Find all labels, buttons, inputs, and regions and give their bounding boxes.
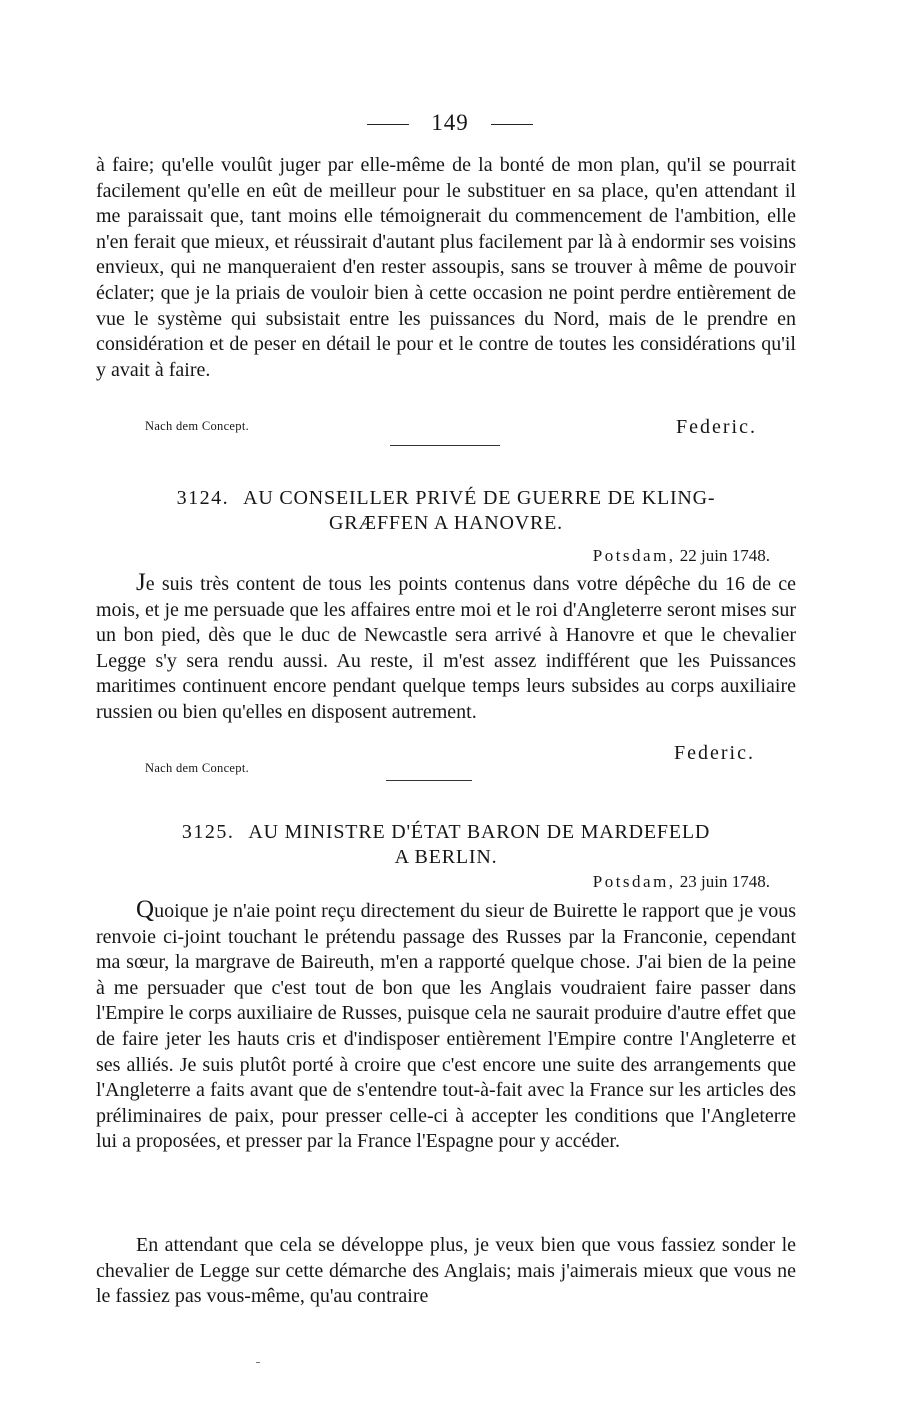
dateline-3125 [593, 872, 770, 892]
heading-line-1 [96, 820, 796, 845]
dateline-3124 [593, 546, 770, 566]
letter-paragraph [96, 897, 796, 1155]
source-note: Nach dem Concept. [145, 419, 250, 433]
header-dash-left [367, 124, 409, 125]
letter-paragraph: En attendant que cela se développe plus, je veux bien que vous fassiez sonder le chevalier de Legge sur cette démarche des Anglais; mais j'aimerais mieux que vous ne le fassiez pas vous-même, qu'au contraire [96, 1234, 796, 1308]
letter-body-3125-continued [96, 1233, 796, 1310]
letter-heading-3124 [96, 486, 796, 536]
continued-paragraph: à faire; qu'elle voulût juger par elle-même de la bonté de mon plan, qu'il se pourrait facilement qu'elle en eût de meilleur pour le substituer en sa place, qu'en attendant il me paraissait que, tant moins elle témoignerait du commencement de l'ambition, elle n'en ferait que mieux, et réussirait d'autant plus facilement par là à endormir ses voisins envieux, qui ne manqueraient d'en rester assoupis, sans se trouver à même de pouvoir éclater; que je la priais de vouloir bien à cette occasion ne point perdre entièrement de vue le système qui subsistait entre les puissances du Nord, mais de le prendre en considération et de peser en détail le pour et le contre de toutes les considérations qu'il y avait à faire. [96, 154, 796, 381]
letter-body-3124 [96, 570, 796, 726]
heading-line-2: GRÆFFEN A HANOVRE. [329, 512, 563, 534]
initial-letter: Q [136, 896, 155, 923]
continued-letter [96, 153, 796, 383]
paragraph-text: uoique je n'aie point reçu directement du sieur de Buirette le rapport que je vous renvoie ci-joint touchant le prétendu passage des Russes par la Franconie, cependant ma sœur, la margrave de Baireuth, m'en a rapporté quelque chose. J'ai bien de la peine à me persuader que c'est tout de bon que les Anglais voudraient faire passer dans l'Empire le corps auxiliaire de Russes, puisque cela ne saurait produire d'autre effet que de faire jeter les hauts cris et d'indisposer entièrement l'Empire contre l'Angleterre et ses alliés. Je suis plutôt porté à croire que c'est encore une suite des arrangements que l'Angleterre a faits avant que de s'entendre tout-à-fait avec la France sur les articles des préliminaires de paix, pour presser celle-ci à accepter les conditions que l'Angleterre lui a proposées, et presser par la France l'Espagne pour y accéder. [96, 900, 796, 1153]
heading-line-2: A BERLIN. [394, 846, 498, 868]
section-divider [390, 445, 500, 446]
print-speck [256, 1362, 260, 1363]
signature: Federic. [676, 416, 757, 438]
paragraph-text: e suis très content de tous les points contenus dans votre dépêche du 16 de ce mois, et je me persuade que les affaires entre moi et le roi d'Angleterre seront mises sur un bon pied, dès que le duc de Newcastle sera arrivé à Hanovre et que le chevalier Legge s'y sera rendu aussi. Au reste, il m'est assez indifférent que les Puissances maritimes continuent encore pendant quelque temps leurs subsides au corps auxiliaire russien ou bien qu'elles en disposent autrement. [96, 573, 796, 723]
page-header [0, 110, 900, 136]
letter-heading-3125 [96, 820, 796, 870]
letter-number: 3125. [181, 821, 235, 843]
section-divider [386, 780, 472, 781]
source-note: Nach dem Concept. [145, 761, 250, 775]
dateline-date: 22 juin 1748. [679, 546, 770, 565]
letter-paragraph [96, 570, 796, 726]
heading-text: AU MINISTRE D'ÉTAT BARON DE MARDEFELD [248, 821, 711, 843]
heading-text: AU CONSEILLER PRIVÉ DE GUERRE DE KLING- [243, 487, 716, 509]
letter-number: 3124. [176, 487, 230, 509]
dateline-place: Potsdam, [592, 546, 676, 565]
dateline-place: Potsdam, [592, 872, 676, 891]
letter-body-3125 [96, 897, 796, 1155]
initial-letter: J [136, 569, 146, 596]
heading-line-1 [96, 486, 796, 511]
dateline-date: 23 juin 1748. [679, 872, 770, 891]
signature: Federic. [674, 742, 755, 764]
page-number: 149 [431, 110, 469, 135]
header-dash-right [491, 124, 533, 125]
